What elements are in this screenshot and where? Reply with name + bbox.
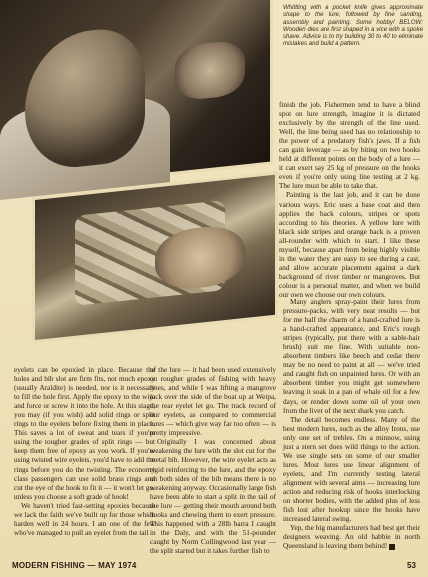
photo-hand-shape <box>175 39 245 101</box>
paragraph: Many anglers spray-paint their lures from pressure-packs, with very neat results — but for me half the charm of a hand-crafted lure is a hand-crafted appearance, and Eric's rough stripes (typically, put there with a sable-hair brush) suit me fine. With suitable non-absorbent timbers like beech and cedar there may be no need to paint at all — we've tried and caught fish on unpainted lures. Or with an absorbent timber you might get somewhere leaving it soak in a pan of whale oil for a few days, or render down some oil of your own from the liver of the next shark you catch. <box>283 298 420 415</box>
end-of-article-mark <box>389 544 395 550</box>
page-number: 53 <box>407 561 416 570</box>
article-column-right-bottom <box>283 298 420 551</box>
paragraph: We haven't tried fast-setting epoxies because we lack the faith we've built up for those which harden well in 24 hours. I am one of the few who've managed to pull an eyelet from the tail <box>14 501 155 537</box>
article-column-left <box>14 366 155 538</box>
photo-man-head <box>25 25 145 173</box>
paragraph: of the lure — it had been used extensively on rougher grades of fishing with heavy lines, and while I was lifting a mangrove jack over the side of the boat up at Weipa, the rear eyelet let go. The track record of our eyelets, as compared to commercial lures — which give way far too often — is pretty impressive. <box>150 366 276 438</box>
paragraph: eyelets can be epoxied in place. Because the holes and bib slot are firm fits, not much epoxy (usually Araldite) is needed, nor is it necessary to fill the hole first. Apply the epoxy to the wire and force or screw it into the hole. At this stage, you may (if you wish) add solid rings or split rings to the eyelets before fixing them in place. This saves a lot of sweat and tears if you're using the tougher grades of split rings — but keep them free of epoxy as you work. If you're using twisted wire eyelets, you'd have to add the rings before you do the twisting. The economy class passengers can use solid brass rings and cut the eye of the hook to fit it — it won't let go, unless you choose a soft grade of hook! <box>14 366 155 501</box>
photo-caption: Whittling with a pocket knife gives approximate shape to the lure, followed by fine sanding, assembly and painting. Some hobby! BELOW: Wooden dies are first shaped in a vice with a spoke shave. Advice is to try building 30 to 40 to eliminate mistakes and build a pattern. <box>283 4 423 48</box>
paragraph: Originally I was concerned about weakening the lure with the slot cut for the metal bib. However, the wire eyelet acts as rigid reinforcing to the lure, and the epoxy on both sides of the bib means there is no weakening anyway. Occasionally large fish have been able to start a split in the tail of the lure — getting their mouth around both hooks and chewing them to exert pressure. This happened with a 28lb barra I caught in the Daly, and with the 51-pounder caught by Norm Collingwood last year — the split started but it takes further fish to <box>150 438 276 555</box>
photo-lure-dies <box>35 175 275 340</box>
article-column-middle <box>150 366 276 556</box>
photo-man-whittling <box>0 0 270 190</box>
article-column-right-top <box>279 101 420 300</box>
paragraph: finish the job. Fishermen tend to have a blind spot on lure strength, imagine it is dictated exclusively by the strength of the line used. Well, the line being used has no relationship to the power of a predatory fish's jaws. If a fish can gain leverage — as by biting on two hooks held at different points on the body of a lure — it can exert say 25 kg of pressure on the hooks even if you're only using line testing at 2 kg. The lure must be able to take that. <box>279 101 420 191</box>
footer-publication: MODERN FISHING — MAY 1974 <box>12 561 137 570</box>
paragraph: The detail becomes endless. Many of the best modern lures, such as the alloy Irons, use only one set of trebles. On a minnow, using just a stern set does wild things to the action. We use single sets on some of our smaller lures. Most lures use linear alignment of eyelets, and I'm currently testing lateral alignment with several aims — increasing lure action and reducing risk of hooks interlocking on shorter bodies, with the added plus of less fish lost after hookup since the hooks have increased lateral swing. <box>283 415 420 524</box>
paragraph <box>283 524 420 551</box>
paragraph-text: Yep, the big manufacturers had best get their designers weaving. An old habbie in north Queensland is leaving them behind! <box>283 524 420 551</box>
paragraph: Painting is the last job, and it can be done various ways. Eric uses a base coat and then applies the back colours, stripes or spots according to his theories. A yellow lure with black side stripes and orange back is a proven all-rounder with which to start. I like these myself, because apart from being highly visible in the water they are easy to see during a cast, and allow accurate placement against a dark background of river timber or mangroves. But colour is a personal matter, and when we build our own we choose our own colours. <box>279 191 420 299</box>
